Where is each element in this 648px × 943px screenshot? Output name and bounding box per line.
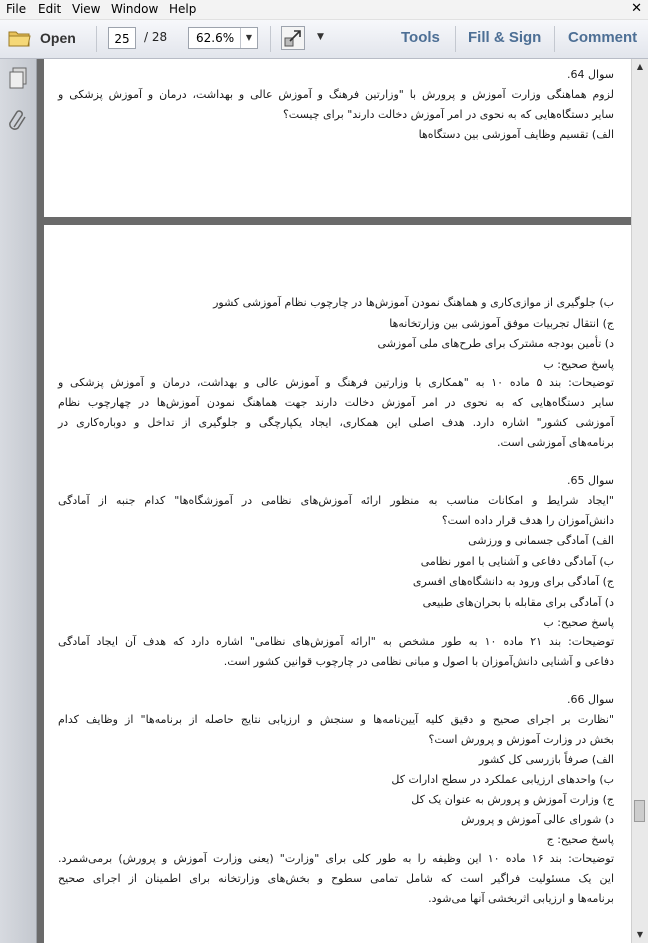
text-line: دانش‌آموزان را هدف قرار داده است؟ [441,514,614,527]
close-window-icon[interactable]: ✕ [631,1,642,16]
answer-option: ج) آمادگی برای ورود به دانشگاه‌های افسری [412,575,614,588]
answer-option: الف) آمادگی جسمانی و ورزشی [468,534,614,547]
explanation-line: سایر دستگاه‌هایی که به نحوی در امر آموزش دخالت دارند جهت هماهنگ نمودن آموزش‌ها در چهارچوب نظام [58,396,614,409]
vertical-scrollbar[interactable] [631,59,648,943]
text-line: بخش در وزارت آموزش و پرورش است؟ [428,733,614,746]
folder-icon [8,28,32,48]
answer-option: ج) وزارت آموزش و پرورش به عنوان یک کل [411,793,614,806]
menu-help[interactable]: Help [169,2,197,16]
text-line: "نظارت بر اجرای صحیح و دقیق کلیه آیین‌نامه‌ها و سنجش و ارزیابی نتایج حاصله از برنامه‌ها" از وظایف کدام [58,713,614,726]
explanation-line: توضیحات: بند ۲۱ ماده ۱۰ به طور مشخص به "ارائه آموزش‌های نظامی" اشاره دارد که هدف آن ایجاد آمادگی [58,635,615,648]
answer-option: د) آمادگی برای مقابله با بحران‌های طبیعی [422,596,614,609]
paperclip-icon [7,109,29,133]
correct-answer: پاسخ صحیح: ب [543,358,614,371]
answer-option: د) شورای عالی آموزش و پرورش [461,813,614,826]
answer-option: د) تأمین بودجه مشترک برای طرح‌های ملی آموزشی [377,337,614,350]
tab-fill-sign[interactable]: Fill & Sign [468,29,542,46]
menu-file[interactable]: File [6,2,27,16]
answer-option: ج) انتقال تجربیات موفق آموزشی بین وزارتخانه‌ها [389,317,614,330]
menu-view[interactable]: View [72,2,101,16]
pdf-page [44,59,631,217]
answer-option: الف) تقسیم وظایف آموزشی بین دستگاه‌ها [418,128,614,141]
pages-icon [7,66,29,90]
scroll-thumb[interactable] [634,800,645,822]
pages-panel-button[interactable] [7,66,29,90]
answer-option: ب) جلوگیری از موازی‌کاری و هماهنگ نمودن آموزش‌ها در چارچوب نظام آموزشی کشور [213,296,614,309]
explanation-line: این یک مسئولیت فراگیر است که شامل تمامی سطوح و بخش‌های وزارتخانه برای اطمینان از اجرای صحیح [58,872,614,885]
menu-edit[interactable]: Edit [38,2,62,16]
answer-option: الف) صرفاً بازرسی کل کشور [478,753,614,766]
tool-dropdown-icon[interactable]: ▼ [317,32,324,42]
question-title: سوال 64. [567,68,614,81]
explanation-line: دفاعی و آشنایی دانش‌آموزان با اصول و مبانی نظامی در چارچوب قوانین کشور است. [223,655,614,668]
explanation-line: توضیحات: بند ۵ ماده ۱۰ به "همکاری با وزارتین فرهنگ و آموزش عالی و بهداشت، درمان و آموزش پزشکی و [58,376,614,389]
attachments-panel-button[interactable] [7,109,29,133]
question-title: سوال 66. [567,693,614,706]
toolbar-divider [554,26,555,52]
explanation-line: برنامه‌های آموزشی است. [497,436,614,449]
explanation-line: برنامه‌ها و ارزیابی اثربخشی آنها می‌شود. [428,892,614,905]
toolbar-divider [270,26,271,52]
document-viewer[interactable] [37,59,631,943]
zoom-value: 62.6% [196,31,235,45]
text-line: لزوم هماهنگی وزارت آموزش و پرورش با "وزارتین فرهنگ و آموزش عالی و بهداشت، درمان و آموزش پزشکی و [58,88,614,101]
text-line: سایر دستگاه‌هایی که به نحوی در امر آموزش دخالت دارند" برای چیست؟ [282,108,614,121]
chevron-down-icon[interactable]: ▼ [240,28,257,48]
expand-arrows-icon [282,27,304,49]
text-line: "ایجاد شرایط و امکانات مناسب به منظور ارائه آموزش‌های نظامی در آموزشگاه‌ها" کدام جنبه از آمادگی [58,494,614,507]
correct-answer: پاسخ صحیح: ج [546,833,614,846]
pdf-page [44,225,631,943]
open-button[interactable] [8,26,76,50]
correct-answer: پاسخ صحیح: ب [543,616,614,629]
toolbar [0,20,648,59]
answer-option: ب) آمادگی دفاعی و آشنایی با امور نظامی [420,555,614,568]
page-number-input[interactable]: 25 [108,27,136,49]
menu-window[interactable]: Window [111,2,159,16]
explanation-line: آموزشی کشور" اشاره دارد. هدف اصلی این همکاری، ایجاد یکپارچگی و جلوگیری از تداخل و دوباره‌کاری در [58,416,614,429]
scroll-down-icon[interactable]: ▼ [636,930,644,939]
page-total: / 28 [144,30,168,44]
tab-tools[interactable]: Tools [401,29,440,46]
open-label: Open [40,30,76,46]
scroll-up-icon[interactable]: ▲ [636,62,644,71]
tab-comment[interactable]: Comment [568,29,638,46]
expand-tool-button[interactable] [281,26,305,50]
toolbar-divider [96,26,97,52]
toolbar-divider [455,26,456,52]
explanation-line: توضیحات: بند ۱۶ ماده ۱۰ این وظیفه را به طور کلی برای "وزارت" (یعنی وزارت آموزش و پرورش) برمی‌شمرد. [58,852,615,865]
navigation-pane [0,59,37,943]
menu-bar [0,0,648,20]
answer-option: ب) واحدهای ارزیابی عملکرد در سطح ادارات کل [391,773,614,786]
question-title: سوال 65. [567,474,614,487]
zoom-select[interactable] [188,27,258,49]
